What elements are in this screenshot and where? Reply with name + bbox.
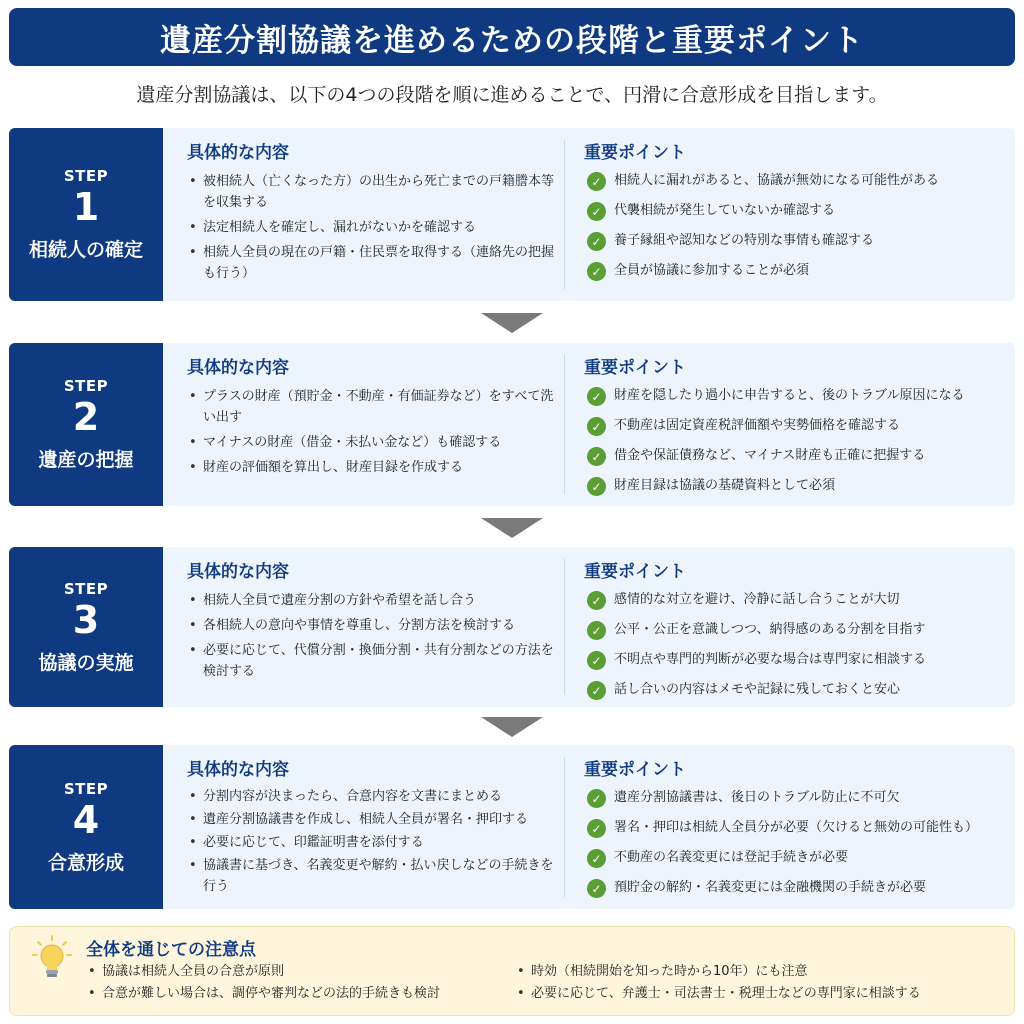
step-2-points [584,343,1009,506]
step-name: 協議の実施 [38,651,134,674]
check-icon: ✓ [587,262,606,281]
check-icon: ✓ [587,232,606,251]
column-divider [564,355,565,494]
check-icon: ✓ [587,202,606,221]
point-text: 相続人に漏れがあると、協議が無効になる可能性がある [614,173,940,188]
step-word: STEP [63,167,109,185]
content-item: • 相続人全員で遺産分割の方針や希望を話し合う [187,590,562,611]
step-1-points [584,128,1009,291]
lightbulb-icon [32,935,72,981]
step-name: 遺産の把握 [38,449,134,471]
point-text: 財産目録は協議の基礎資料として必須 [614,478,836,493]
check-icon: ✓ [587,819,606,838]
points-heading: 重要ポイント [584,358,686,378]
step-3-panel [9,547,1015,707]
column-divider [564,140,565,289]
content-item: • 相続人全員の現在の戸籍・住民票を取得する（連絡先の把握も行う） [187,242,562,284]
point-text: 署名・押印は相続人全員分が必要（欠けると無効の可能性も） [614,820,979,835]
content-item: • マイナスの財産（借金・未払い金など）も確認する [187,432,562,453]
step-4-content [187,745,562,899]
down-arrow-icon [481,313,543,333]
check-icon: ✓ [587,172,606,191]
step-1-panel [9,128,1015,301]
note-item: • 協議は相続人全員の合意が原則 [86,961,440,983]
point-text: 借金や保証債務など、マイナス財産も正確に把握する [614,448,926,463]
content-item: • 法定相続人を確定し、漏れがないかを確認する [187,217,562,238]
point-text: 公平・公正を意識しつつ、納得感のある分割を目指す [614,622,926,637]
note-item: • 合意が難しい場合は、調停や審判などの法的手続きも検討 [86,983,440,1005]
step-2-label [9,343,163,506]
step-word: STEP [63,377,109,395]
check-icon: ✓ [587,417,606,436]
check-icon: ✓ [587,849,606,868]
check-icon: ✓ [587,447,606,466]
step-3-content [187,547,562,686]
notes-title: 全体を通じての注意点 [86,940,256,960]
point-item [584,848,1009,868]
point-item [584,261,1009,281]
point-text: 感情的な対立を避け、冷静に話し合うことが大切 [614,592,900,607]
point-item [584,650,1009,670]
content-heading: 具体的な内容 [187,358,289,378]
content-item: • プラスの財産（預貯金・不動産・有価証券など）をすべて洗い出す [187,386,562,428]
content-item: • 協議書に基づき、名義変更や解約・払い戻しなどの手続きを行う [187,855,562,897]
point-item [584,201,1009,221]
points-heading: 重要ポイント [584,760,686,780]
step-name: 相続人の確定 [28,239,143,261]
column-divider [564,559,565,695]
point-item [584,416,1009,436]
content-item: • 財産の評価額を算出し、財産目録を作成する [187,457,562,478]
step-name: 合意形成 [47,851,124,874]
step-number: 1 [72,185,100,229]
content-item: • 各相続人の意向や事情を尊重し、分割方法を検討する [187,615,562,636]
step-4-label [9,745,163,909]
page-subtitle: 遺産分割協議は、以下の4つの段階を順に進めることで、円滑に合意形成を目指します。 [136,84,888,106]
check-icon: ✓ [587,477,606,496]
step-4-points [584,745,1009,908]
point-item [584,680,1009,700]
check-icon: ✓ [587,621,606,640]
content-item: • 必要に応じて、代償分割・換価分割・共有分割などの方法を検討する [187,640,562,682]
point-item [584,878,1009,898]
point-text: 不明点や専門的判断が必要な場合は専門家に相談する [614,652,927,667]
points-heading: 重要ポイント [584,562,686,582]
point-item [584,818,1009,838]
step-3-points [584,547,1009,707]
step-1-label [9,128,163,301]
point-text: 不動産の名義変更には登記手続きが必要 [614,850,849,865]
note-item: • 時効（相続開始を知った時から10年）にも注意 [515,961,921,983]
point-item [584,446,1009,466]
check-icon: ✓ [587,591,606,610]
content-heading: 具体的な内容 [187,760,289,780]
step-2-content [187,343,562,482]
notes-left-list [86,961,440,1005]
page-title: 遺産分割協議を進めるための段階と重要ポイント [9,8,1015,66]
point-text: 養子縁組や認知などの特別な事情も確認する [614,233,875,248]
point-item [584,620,1009,640]
step-1-content [187,128,562,288]
step-number: 3 [72,597,100,642]
check-icon: ✓ [587,879,606,898]
content-item: • 必要に応じて、印鑑証明書を添付する [187,832,562,853]
content-item: • 分割内容が決まったら、合意内容を文書にまとめる [187,786,562,807]
point-text: 預貯金の解約・名義変更には金融機関の手続きが必要 [614,880,927,895]
point-text: 不動産は固定資産税評価額や実勢価格を確認する [614,418,901,433]
step-4-panel [9,745,1015,909]
step-word: STEP [63,779,109,798]
point-item [584,788,1009,808]
step-word: STEP [63,579,109,598]
down-arrow-icon [481,518,543,538]
point-item [584,171,1009,191]
point-text: 財産を隠したり過小に申告すると、後のトラブル原因になる [614,388,965,403]
content-heading: 具体的な内容 [187,562,289,582]
step-number: 2 [72,395,100,439]
notes-right-list [515,961,921,1005]
point-item [584,386,1009,406]
point-text: 遺産分割協議書は、後日のトラブル防止に不可欠 [614,790,900,805]
point-text: 全員が協議に参加することが必須 [614,263,810,278]
step-2-panel [9,343,1015,506]
step-number: 4 [72,797,100,842]
check-icon: ✓ [587,651,606,670]
column-divider [564,757,565,897]
check-icon: ✓ [587,387,606,406]
content-item: • 遺産分割協議書を作成し、相続人全員が署名・押印する [187,809,562,830]
points-heading: 重要ポイント [584,143,686,163]
content-heading: 具体的な内容 [187,143,289,163]
overall-notes-box [9,926,1015,1016]
check-icon: ✓ [587,789,606,808]
note-item: • 必要に応じて、弁護士・司法書士・税理士などの専門家に相談する [515,983,921,1005]
point-item [584,590,1009,610]
point-item [584,476,1009,496]
check-icon: ✓ [587,681,606,700]
point-text: 代襲相続が発生していないか確認する [614,203,836,218]
point-item [584,231,1009,251]
step-3-label [9,547,163,707]
down-arrow-icon [481,717,543,737]
content-item: • 被相続人（亡くなった方）の出生から死亡までの戸籍謄本等を収集する [187,171,562,213]
point-text: 話し合いの内容はメモや記録に残しておくと安心 [614,682,901,697]
